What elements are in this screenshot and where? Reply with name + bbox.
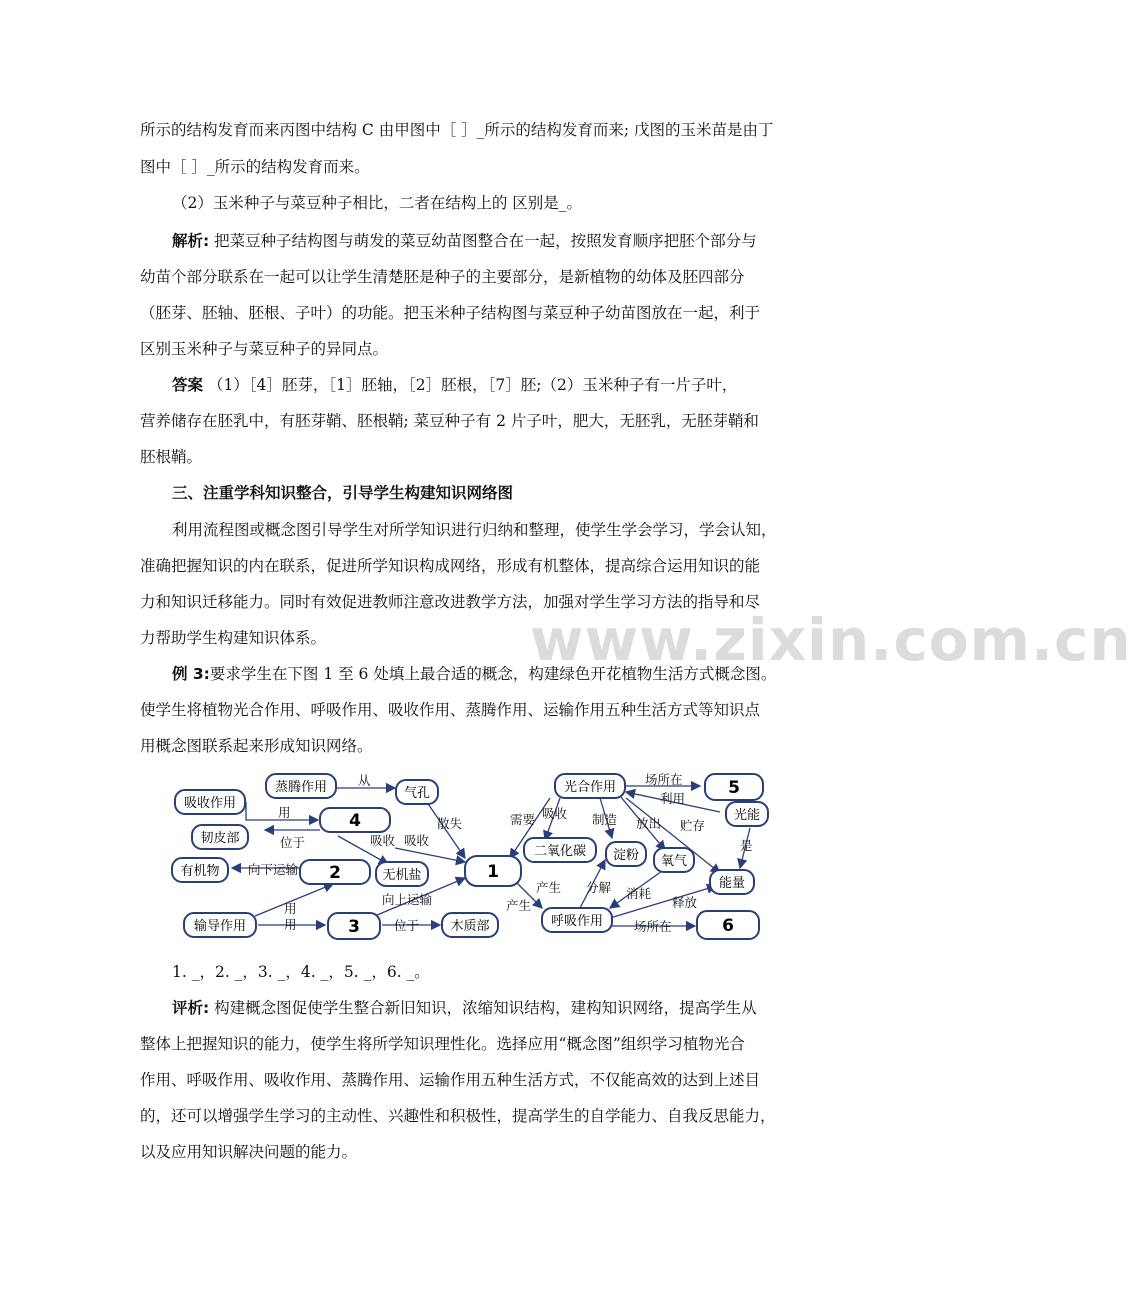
edge-label: 产生 xyxy=(506,898,532,913)
review-text: 构建概念图促使学生整合新旧知识，浓缩知识结构，建构知识网络，提高学生从 xyxy=(209,999,757,1017)
node-3 xyxy=(328,913,380,939)
watermark: www.zixin.com.cn xyxy=(530,606,1132,674)
review-line: 的，还可以增强学生学习的主动性、兴趣性和积极性，提高学生的自学能力、自我反思能力， xyxy=(140,1107,776,1125)
body-line: 准确把握知识的内在联系，促进所学知识构成网络，形成有机整体，提高综合运用知识的能 xyxy=(140,557,761,575)
analysis-line: （胚芽、胚轴、胚根、子叶）的功能。把玉米种子结构图与菜豆种子幼苗图放在一起，利于 xyxy=(140,304,761,322)
edge-label: 场所在 xyxy=(645,772,683,787)
edge-label: 制造 xyxy=(592,812,618,827)
edge-label: 用 xyxy=(278,805,291,820)
edge-label: 位于 xyxy=(280,835,306,850)
review-line: 以及应用知识解决问题的能力。 xyxy=(140,1143,358,1161)
node-label: 光合作用 xyxy=(563,780,617,795)
example-line xyxy=(172,664,822,684)
node-shudao-zuoyong xyxy=(184,913,256,937)
node-huxi-zuoyong xyxy=(542,908,612,932)
concept-map xyxy=(160,768,780,948)
body-line: 力和知识迁移能力。同时有效促进教师注意改进教学方法，加强对学生学习方法的指导和尽 xyxy=(140,593,761,611)
answer-text: （1）［4］胚芽，［1］胚轴，［2］胚根，［7］胚;（2）玉米种子有一片子叶， xyxy=(203,376,738,394)
answer-line xyxy=(172,375,822,395)
node-label: 吸收作用 xyxy=(183,796,237,811)
edge-label: 场所在 xyxy=(634,919,672,934)
node-number: 5 xyxy=(728,778,740,798)
node-qikong xyxy=(396,780,438,804)
edge-label: 吸收 xyxy=(370,833,396,848)
node-number: 3 xyxy=(348,917,360,937)
node-wujiyan xyxy=(376,862,428,886)
example-line: 用概念图联系起来形成知识网络。 xyxy=(140,737,373,755)
edge-label: 利用 xyxy=(660,791,686,806)
node-label: 呼吸作用 xyxy=(550,914,604,929)
edge-label: 从 xyxy=(358,773,371,788)
node-nengliang xyxy=(710,870,754,894)
node-6 xyxy=(697,911,759,939)
review-line xyxy=(172,998,822,1018)
question-2: （2）玉米种子与菜豆种子相比，二者在结构上的 区别是_。 xyxy=(172,194,583,212)
review-label: 评析: xyxy=(172,999,210,1017)
node-label: 输导作用 xyxy=(193,919,247,934)
node-renpibu xyxy=(192,825,248,849)
edge-label: 放出 xyxy=(636,816,662,831)
example-text: 要求学生在下图 1 至 6 处填上最合适的概念，构建绿色开花植物生活方式概念图。 xyxy=(209,665,777,683)
edge-label: 释放 xyxy=(672,895,698,910)
node-4 xyxy=(320,808,390,832)
edge-label: 需要 xyxy=(510,812,536,827)
node-youjiwu xyxy=(172,858,228,882)
review-line: 作用、呼吸作用、吸收作用、蒸腾作用、运输作用五种生活方式，不仅能高效的达到上述目 xyxy=(140,1071,761,1089)
edge-label: 产生 xyxy=(536,880,562,895)
edge-label: 分解 xyxy=(586,880,612,895)
node-xishou-zuoyong xyxy=(175,790,245,814)
node-label: 二氧化碳 xyxy=(533,844,587,859)
node-5 xyxy=(705,774,763,800)
edge-label: 向下运输 xyxy=(248,862,299,877)
answer-line: 胚根鞘。 xyxy=(140,448,203,466)
body-line: 利用流程图或概念图引导学生对所学知识进行归纳和整理，使学生学会学习，学会认知， xyxy=(172,521,777,539)
node-eryanghuatan xyxy=(524,838,596,862)
edge-label: 是 xyxy=(740,838,753,853)
node-2 xyxy=(300,860,370,884)
node-label: 氧气 xyxy=(660,854,688,869)
node-label: 淀粉 xyxy=(612,848,640,863)
analysis-line: 区别玉米种子与菜豆种子的异同点。 xyxy=(140,340,389,358)
blanks-line: 1. _，2. _，3. _，4. _，5. _，6. _。 xyxy=(172,963,430,981)
node-label: 有机物 xyxy=(180,864,220,879)
edge-label: 位于 xyxy=(394,918,420,933)
analysis-label: 解析: xyxy=(172,232,210,250)
paragraph-line: 所示的结构发育而来丙图中结构 C 由甲图中［ ］_所示的结构发育而来; 戊图的玉米苗是由丁 xyxy=(140,121,774,139)
node-label: 韧皮部 xyxy=(200,831,240,846)
analysis-line: 幼苗个部分联系在一起可以让学生清楚胚是种子的主要部分，是新植物的幼体及胚四部分 xyxy=(140,268,745,286)
node-1 xyxy=(465,856,521,886)
edge-label: 用 xyxy=(284,901,297,916)
node-label: 光能 xyxy=(733,808,761,823)
section-heading: 三、注重学科知识整合，引导学生构建知识网络图 xyxy=(172,484,514,502)
paragraph-line: 图中［ ］_所示的结构发育而来。 xyxy=(140,158,370,176)
node-number: 4 xyxy=(349,811,361,831)
node-guanghe-zuoyong xyxy=(555,774,625,798)
node-zhengteng-zuoyong xyxy=(266,774,336,798)
answer-line: 营养储存在胚乳中，有胚芽鞘、胚根鞘; 菜豆种子有 2 片子叶，肥大，无胚乳，无胚芽鞘和 xyxy=(140,412,759,430)
answer-label: 答案 xyxy=(172,376,204,394)
node-muzhibu xyxy=(442,913,498,937)
node-number: 6 xyxy=(722,916,734,936)
example-line: 使学生将植物光合作用、呼吸作用、吸收作用、蒸腾作用、运输作用五种生活方式等知识点 xyxy=(140,701,761,719)
node-number: 2 xyxy=(329,863,341,883)
node-number: 1 xyxy=(487,862,499,882)
node-yangqi xyxy=(654,848,694,872)
edge-label: 用 xyxy=(284,917,297,932)
review-line: 整体上把握知识的能力，使学生将所学知识理性化。选择应用“概念图”组织学习植物光合 xyxy=(140,1035,745,1053)
example-label: 例 3: xyxy=(172,665,210,683)
node-label: 无机盐 xyxy=(382,868,422,883)
analysis-line xyxy=(172,231,822,251)
edge-label: 向上运输 xyxy=(382,892,433,907)
node-label: 木质部 xyxy=(450,919,490,934)
edge-label: 吸收 xyxy=(542,806,568,821)
node-label: 能量 xyxy=(718,876,746,891)
analysis-text: 把菜豆种子结构图与萌发的菜豆幼苗图整合在一起，按照发育顺序把胚个部分与 xyxy=(209,232,757,250)
node-dianfen xyxy=(606,842,646,866)
node-label: 蒸腾作用 xyxy=(274,780,328,795)
edge-label: 散失 xyxy=(437,816,463,831)
body-line: 力帮助学生构建知识体系。 xyxy=(140,629,327,647)
edge-label: 吸收 xyxy=(404,833,430,848)
edge-label: 贮存 xyxy=(680,818,706,833)
node-guangneng xyxy=(726,802,768,826)
edge-label: 消耗 xyxy=(626,886,652,901)
node-label: 气孔 xyxy=(403,786,431,801)
